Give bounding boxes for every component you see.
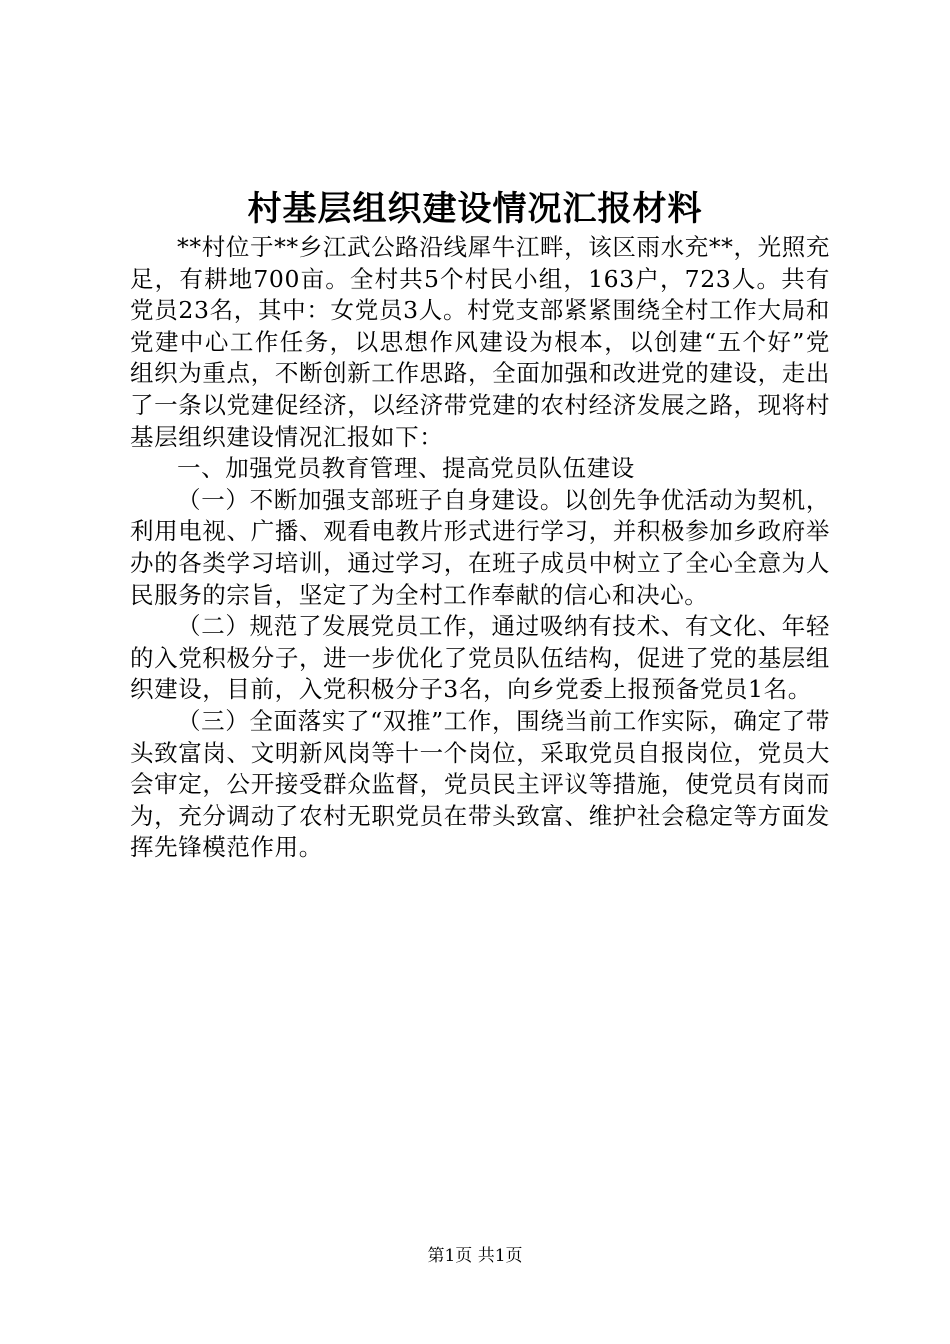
page-footer: 第1页 共1页 (427, 1246, 523, 1266)
intro-paragraph: **村位于**乡江武公路沿线犀牛江畔，该区雨水充**，光照充足，有耕地700亩。全村共5个村民小组，163户，723人。共有党员23名，其中：女党员3人。村党支部紧紧围绕全村工作大局和党建中心工作任务，以思想作风建设为根本，以创建“五个好”党组织为重点，不断创新工作思路，全面加强和改进党的建设，走出了一条以党建促经济，以经济带党建的农村经济发展之路，现将村基层组织建设情况汇报如下： (130, 233, 830, 451)
document-title: 村基层组织建设情况汇报材料 (247, 189, 703, 229)
item-paragraph-3: （三）全面落实了“双推”工作，围绕当前工作实际，确定了带头致富岗、文明新风岗等十一个岗位，采取党员自报岗位，党员大会审定，公开接受群众监督，党员民主评议等措施，使党员有岗而为，充分调动了农村无职党员在带头致富、维护社会稳定等方面发挥先锋模范作用。 (130, 706, 830, 862)
item-paragraph-1: （一）不断加强支部班子自身建设。以创先争优活动为契机，利用电视、广播、观看电教片形式进行学习，并积极参加乡政府举办的各类学习培训，通过学习，在班子成员中树立了全心全意为人民服务的宗旨，坚定了为全村工作奉献的信心和决心。 (130, 485, 830, 609)
item-paragraph-2: （二）规范了发展党员工作，通过吸纳有技术、有文化、年轻的入党积极分子，进一步优化了党员队伍结构，促进了党的基层组织建设，目前，入党积极分子3名，向乡党委上报预备党员1名。 (130, 612, 830, 704)
document-body (130, 232, 830, 864)
section-heading: 一、加强党员教育管理、提高党员队伍建设 (177, 454, 635, 483)
